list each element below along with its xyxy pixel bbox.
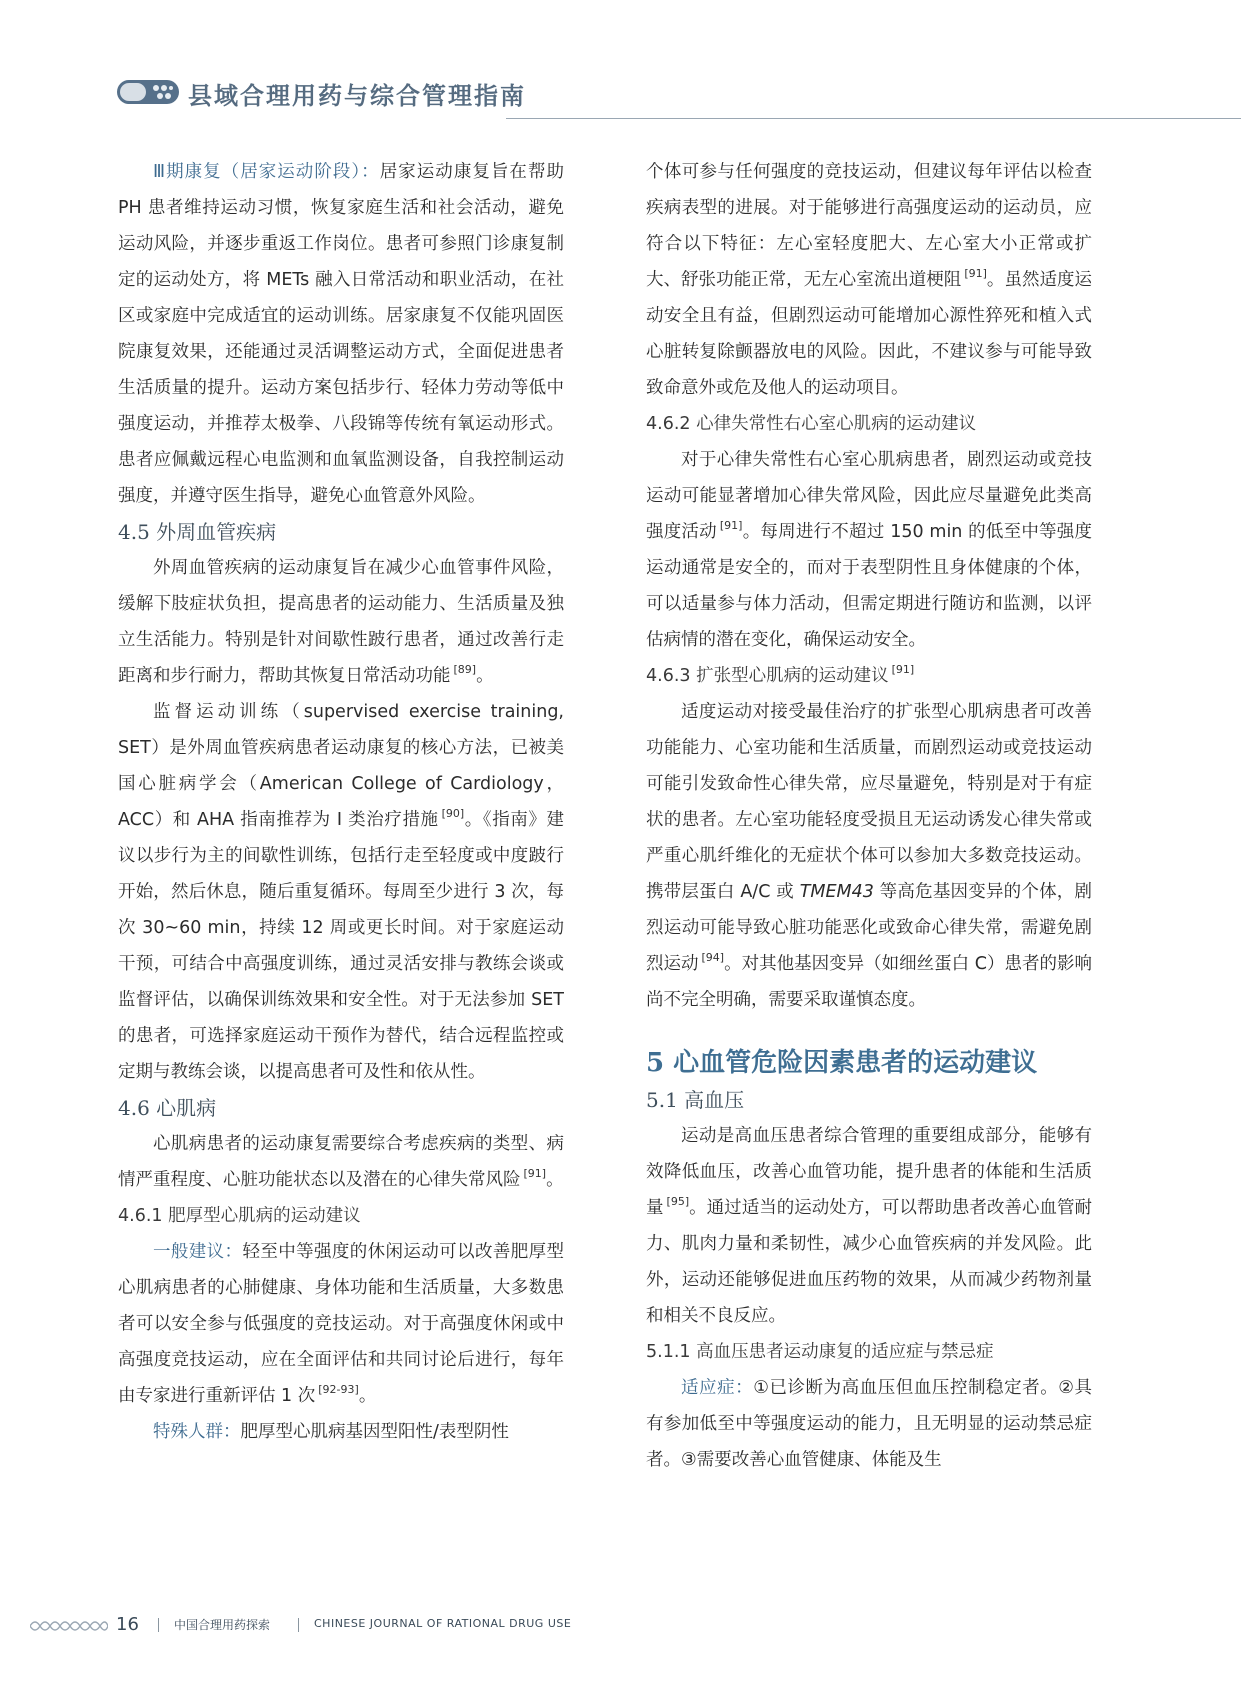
paragraph-phase3 [118,154,564,514]
paragraph-text: 。通过适当的运动处方，可以帮助患者改善心血管耐力、肌肉力量和柔韧性，减少心血管疾病的并发风险。此外，运动还能够促进血压药物的效果，从而减少药物剂量和相关不良反应。 [646,1198,1093,1326]
citation: [91] [523,1167,547,1180]
section-heading-4-6: 4.6 心肌病 [118,1096,217,1120]
chapter-heading-5: 5 心血管危险因素患者的运动建议 [646,1048,1038,1078]
citation: [91] [719,519,743,532]
footer-divider [298,1618,299,1632]
paragraph-text: 心肌病患者的运动康复需要综合考虑疾病的类型、病情严重程度、心脏功能状态以及潜在的心律失常风险 [118,1134,564,1190]
paragraph-special-population [118,1414,564,1450]
left-column [118,154,564,1450]
pill-logo-icon [116,77,180,107]
paragraph-text: ①已诊断为高血压但血压控制稳定者。②具有参加低至中等强度运动的能力，且无明显的运动禁忌症者。③需要改善心血管健康、体能及生 [646,1378,1092,1470]
citation: [95] [666,1195,690,1208]
citation: [91] [964,267,987,280]
paragraph-text: 。 [358,1386,377,1406]
subsection-heading-4-6-3 [646,658,1092,694]
paragraph-text: 肥厚型心肌病基因型阳性/表型阴性 [240,1422,509,1442]
paragraph-text: 。 [546,1170,564,1190]
paragraph-indications [646,1370,1092,1478]
running-header [0,66,1241,122]
subsection-heading-4-6-2: 4.6.2 心律失常性右心室心肌病的运动建议 [646,414,977,434]
paragraph-text: 居家运动康复旨在帮助 PH 患者维持运动习惯，恢复家庭生活和社会活动，避免运动风险，并逐步重返工作岗位。患者可参照门诊康复制定的运动处方，将 METs 融入日常活动和职业活动，在社区或家庭中完成适宜的运动训练。居家康复不仅能巩固医院康复效果，还能通过灵活调整运动方式，全面促进患者生活质量的提升。运动方案包括步行、轻体力劳动等低中强度运动，并推荐太极拳、八段锦等传统有氧运动形式。患者应佩戴远程心电监测和血氧监测设备，自我控制运动强度，并遵守医生指导，避免心血管意外风险。 [118,162,564,506]
subsection-heading-5-1-1: 5.1.1 高血压患者运动康复的适应症与禁忌症 [646,1342,994,1362]
paragraph-set [118,694,564,1090]
paragraph-dcm [646,694,1092,1018]
citation: [91] [891,663,915,676]
inline-label: 一般建议： [153,1242,243,1262]
inline-label: 适应症： [681,1378,754,1398]
paragraph-text: 轻至中等强度的休闲运动可以改善肥厚型心肌病患者的心肺健康、身体功能和生活质量，大多数患者可以安全参与低强度的竞技运动。对于高强度休闲或中高强度竞技运动，应在全面评估和共同讨论后进行，每年由专家进行重新评估 1 次 [118,1242,565,1406]
journal-name-en: CHINESE JOURNAL OF RATIONAL DRUG USE [314,1617,572,1630]
right-column [646,154,1092,1478]
running-footer [0,1612,1241,1642]
journal-name-cn: 中国合理用药探索 [174,1618,271,1632]
paragraph-text: 。对其他基因变异（如细丝蛋白 C）患者的影响尚不完全明确，需要采取谨慎态度。 [646,954,1092,1010]
paragraph-arvc [646,442,1092,658]
citation: [89] [453,663,477,676]
paragraph-text: 外周血管疾病的运动康复旨在减少心血管事件风险，缓解下肢症状负担，提高患者的运动能力、生活质量及独立生活能力。特别是针对间歇性跛行患者，通过改善行走距离和步行耐力，帮助其恢复日常活动功能 [118,558,564,686]
page-number: 16 [116,1614,139,1635]
paragraph-text: 适度运动对接受最佳治疗的扩张型心肌病患者可改善功能能力、心室功能和生活质量，而剧烈运动或竞技运动可能引发致命性心律失常，应尽量避免，特别是对于有症状的患者。左心室功能轻度受损且无运动诱发心律失常或严重心肌纤维化的无症状个体可以参加大多数竞技运动。携带层蛋白 A/C 或 [646,702,1092,902]
inline-label: Ⅲ期康复（居家运动阶段）： [153,162,380,182]
subsection-heading-4-6-1: 4.6.1 肥厚型心肌病的运动建议 [118,1206,361,1226]
inline-label: 特殊人群： [153,1422,241,1442]
section-heading-5-1: 5.1 高血压 [646,1088,745,1112]
paragraph-text: 。《指南》建议以步行为主的间歇性训练，包括行走至轻度或中度跛行开始，然后休息，随后重复循环。每周至少进行 3 次，每次 30~60 min，持续 12 周或更长时间。对于家庭运动干预，可结合中高强度训练，通过灵活安排与教练会谈或监督评估，以确保训练效果和安全性。对于无法参加 SET 的患者，可选择家庭运动干预作为替代，结合远程监控或定期与教练会谈，以提高患者可及性和依从性。 [118,810,564,1082]
citation: [94] [701,951,725,964]
citation: [92-93] [318,1383,359,1396]
footer-divider [158,1618,159,1632]
paragraph-text: 监督运动训练（supervised exercise training, SET）是外周血管疾病患者运动康复的核心方法，已被美国心脏病学会（American College of Cardiology，ACC）和 AHA 指南推荐为 I 类治疗措施 [118,702,564,830]
dna-wave-icon [30,1618,108,1634]
paragraph-text: 。 [476,666,494,686]
gene-name: TMEM43 [799,882,874,902]
paragraph-text: 对于心律失常性右心室心肌病患者，剧烈运动或竞技运动可能显著增加心律失常风险，因此应尽量避免此类高强度活动 [646,450,1092,542]
header-divider [506,118,1241,119]
header-title: 县域合理用药与综合管理指南 [188,81,526,110]
paragraph-text: 个体可参与任何强度的竞技运动，但建议每年评估以检查疾病表型的进展。对于能够进行高强度运动的运动员，应符合以下特征：左心室轻度肥大、左心室大小正常或扩大、舒张功能正常，无左心室流出道梗阻 [646,162,1092,290]
paragraph-general-advice [118,1234,564,1414]
paragraph-cardiomyopathy [118,1126,564,1198]
paragraph-text: 运动是高血压患者综合管理的重要组成部分，能够有效降低血压，改善心血管功能，提升患者的体能和生活质量 [646,1126,1092,1218]
paragraph-text: 等高危基因变异的个体，剧烈运动可能导致心脏功能恶化或致命心律失常，需避免剧烈运动 [646,882,1093,974]
paragraph-continued [646,154,1092,406]
paragraph-hypertension [646,1118,1092,1334]
paragraph-text: 。每周进行不超过 150 min 的低至中等强度运动通常是安全的，而对于表型阴性且身体健康的个体，可以适量参与体力活动，但需定期进行随访和监测，以评估病情的潜在变化，确保运动安全。 [646,522,1092,650]
heading-text: 4.6.3 扩张型心肌病的运动建议 [646,666,889,686]
paragraph-peripheral [118,550,564,694]
section-heading-4-5: 4.5 外周血管疾病 [118,520,277,544]
paragraph-text: 。虽然适度运动安全且有益，但剧烈运动可能增加心源性猝死和植入式心脏转复除颤器放电的风险。因此，不建议参与可能导致致命意外或危及他人的运动项目。 [646,270,1093,398]
citation: [90] [441,807,465,820]
